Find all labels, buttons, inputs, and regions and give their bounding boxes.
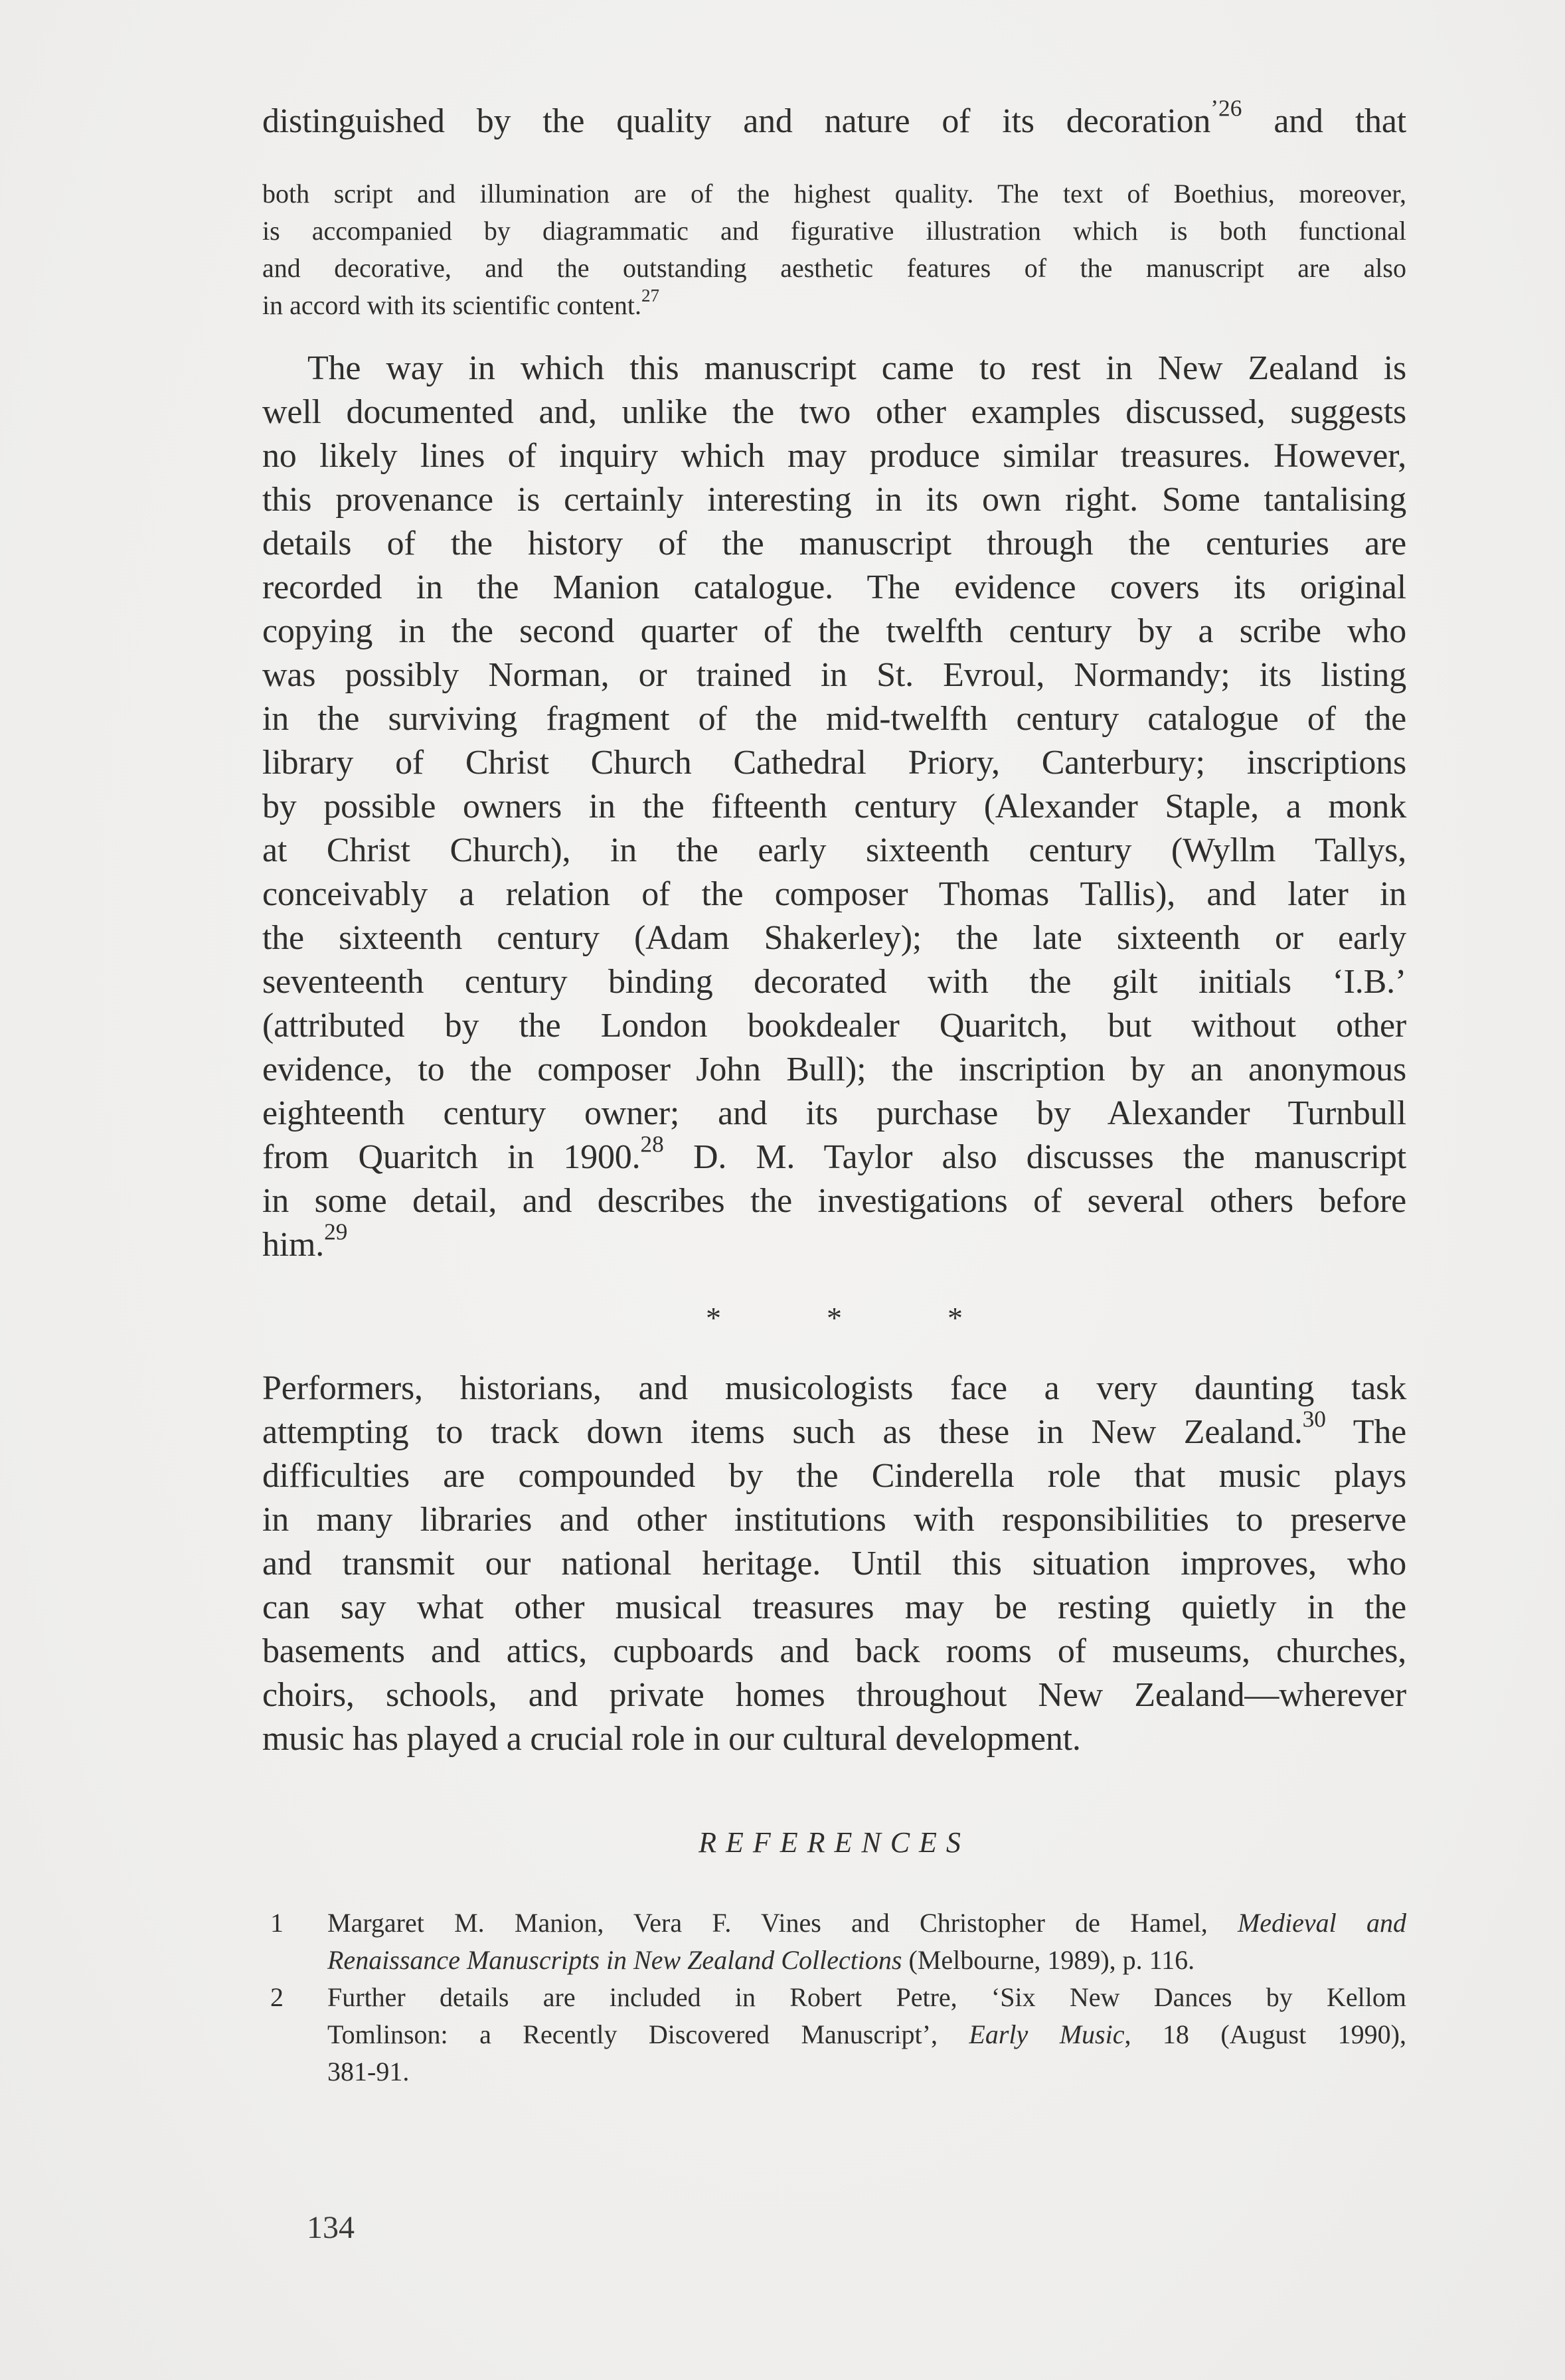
paragraph-line: attempting to track down items such as these in New Zealand.$^{30}$ The (262, 1405, 1406, 1451)
asterisk-ornament: * (947, 1301, 963, 1335)
paragraph-line: seventeenth century binding decorated with the gilt initials ‘I.B.’ (262, 963, 1406, 1001)
footnote-ref-29[interactable]: 29 (324, 1218, 348, 1245)
paragraph-line: well documented and, unlike the two other examples discussed, suggests (262, 393, 1406, 431)
reference-line: Margaret M. Manion, Vera F. Vines and Christopher de Hamel, Medieval and (327, 1908, 1407, 1938)
paragraph-line: library of Christ Church Cathedral Priory, Canterbury; inscriptions (262, 744, 1406, 782)
paragraph-line: and transmit our national heritage. Until this situation improves, who (262, 1545, 1406, 1582)
asterisk-ornament: * (706, 1301, 721, 1335)
paragraph-line: evidence, to the composer John Bull); the inscription by an anonymous (262, 1051, 1406, 1088)
paragraph-line: difficulties are compounded by the Cinderella role that music plays (262, 1457, 1406, 1495)
reference-title: Renaissance Manuscripts in New Zealand Collections (327, 1945, 902, 1975)
quote-line: is accompanied by diagrammatic and figurative illustration which is both functional (262, 216, 1406, 246)
reference-title: Medieval and (1237, 1908, 1407, 1938)
paragraph-closing-line: him.$^{29}$ (262, 1218, 348, 1264)
footnote-ref-30[interactable]: 30 (1302, 1405, 1326, 1432)
paragraph-line: The way in which this manuscript came to rest in New Zealand is (307, 349, 1406, 387)
reference-line: Tomlinson: a Recently Discovered Manuscript’, Early Music, 18 (August 1990), (327, 2019, 1406, 2049)
paragraph-line: Performers, historians, and musicologists face a very daunting task (262, 1369, 1406, 1407)
paragraph-line: from Quaritch in 1900.28 D. M. Taylor also discusses the manuscript (262, 1130, 1406, 1176)
quote-line: and decorative, and the outstanding aesthetic features of the manuscript are also (262, 253, 1406, 283)
section-break (262, 1298, 1406, 1338)
reference-line: 381-91. (327, 2057, 410, 2086)
paragraph-line: at Christ Church), in the early sixteenth century (Wyllm Tallys, (262, 831, 1406, 869)
paragraph-line: was possibly Norman, or trained in St. Evroul, Normandy; its listing (262, 656, 1406, 694)
reference-number: 1 (270, 1908, 284, 1938)
paragraph-line: details of the history of the manuscript through the centuries are (262, 525, 1406, 562)
paragraph-line: this provenance is certainly interesting in its own right. Some tantalising (262, 481, 1406, 519)
paragraph-line: eighteenth century owner; and its purchase by Alexander Turnbull (262, 1094, 1406, 1132)
paragraph-line: no likely lines of inquiry which may produce similar treasures. However, (262, 437, 1406, 475)
paragraph-line: copying in the second quarter of the twelfth century by a scribe who (262, 612, 1406, 650)
paragraph-line: by possible owners in the fifteenth century (Alexander Staple, a monk (262, 788, 1406, 825)
paragraph-line: in the surviving fragment of the mid-twelfth century catalogue of the (262, 700, 1406, 738)
quote-closing-line: in accord with its scientific content.$^{27}$ (262, 285, 660, 320)
page-number: 134 (307, 2210, 355, 2245)
quote-line: both script and illumination are of the highest quality. The text of Boethius, moreover, (262, 179, 1406, 209)
paragraph-closing-line: music has played a crucial role in our cultural development. (262, 1720, 1081, 1758)
reference-line: Further details are included in Robert Petre, ‘Six New Dances by Kellom (327, 1982, 1406, 2012)
paragraph-line: basements and attics, cupboards and back rooms of museums, churches, (262, 1632, 1406, 1670)
paragraph-line: can say what other musical treasures may be resting quietly in the (262, 1588, 1406, 1626)
references-heading: REFERENCES (699, 1826, 970, 1859)
paragraph-line: recorded in the Manion catalogue. The evidence covers its original (262, 568, 1406, 606)
paragraph-line: in many libraries and other institutions with responsibilities to preserve (262, 1501, 1406, 1539)
paragraph-line: choirs, schools, and private homes throughout New Zealand—wherever (262, 1676, 1406, 1714)
paragraph-line: in some detail, and describes the investigations of several others before (262, 1182, 1406, 1220)
paragraph-line: (attributed by the London bookdealer Quaritch, but without other (262, 1007, 1406, 1045)
asterisk-ornament: * (827, 1301, 842, 1335)
paragraph-line: the sixteenth century (Adam Shakerley); the late sixteenth or early (262, 919, 1406, 957)
footnote-ref-27[interactable]: 27 (641, 285, 660, 305)
reference-line: Renaissance Manuscripts in New Zealand Collections (Melbourne, 1989), p. 116. (327, 1945, 1195, 1975)
footnote-ref-28[interactable]: 28 (640, 1130, 664, 1157)
journal-title: Early Music (969, 2019, 1125, 2049)
paragraph-line: conceivably a relation of the composer Thomas Tallis), and later in (262, 875, 1406, 913)
reference-number: 2 (270, 1982, 284, 2012)
footnote-ref-26[interactable]: ’26 (1210, 94, 1242, 122)
quote-opening-line: distinguished by the quality and nature of its decoration$^{’26}$ and that (262, 94, 1406, 140)
